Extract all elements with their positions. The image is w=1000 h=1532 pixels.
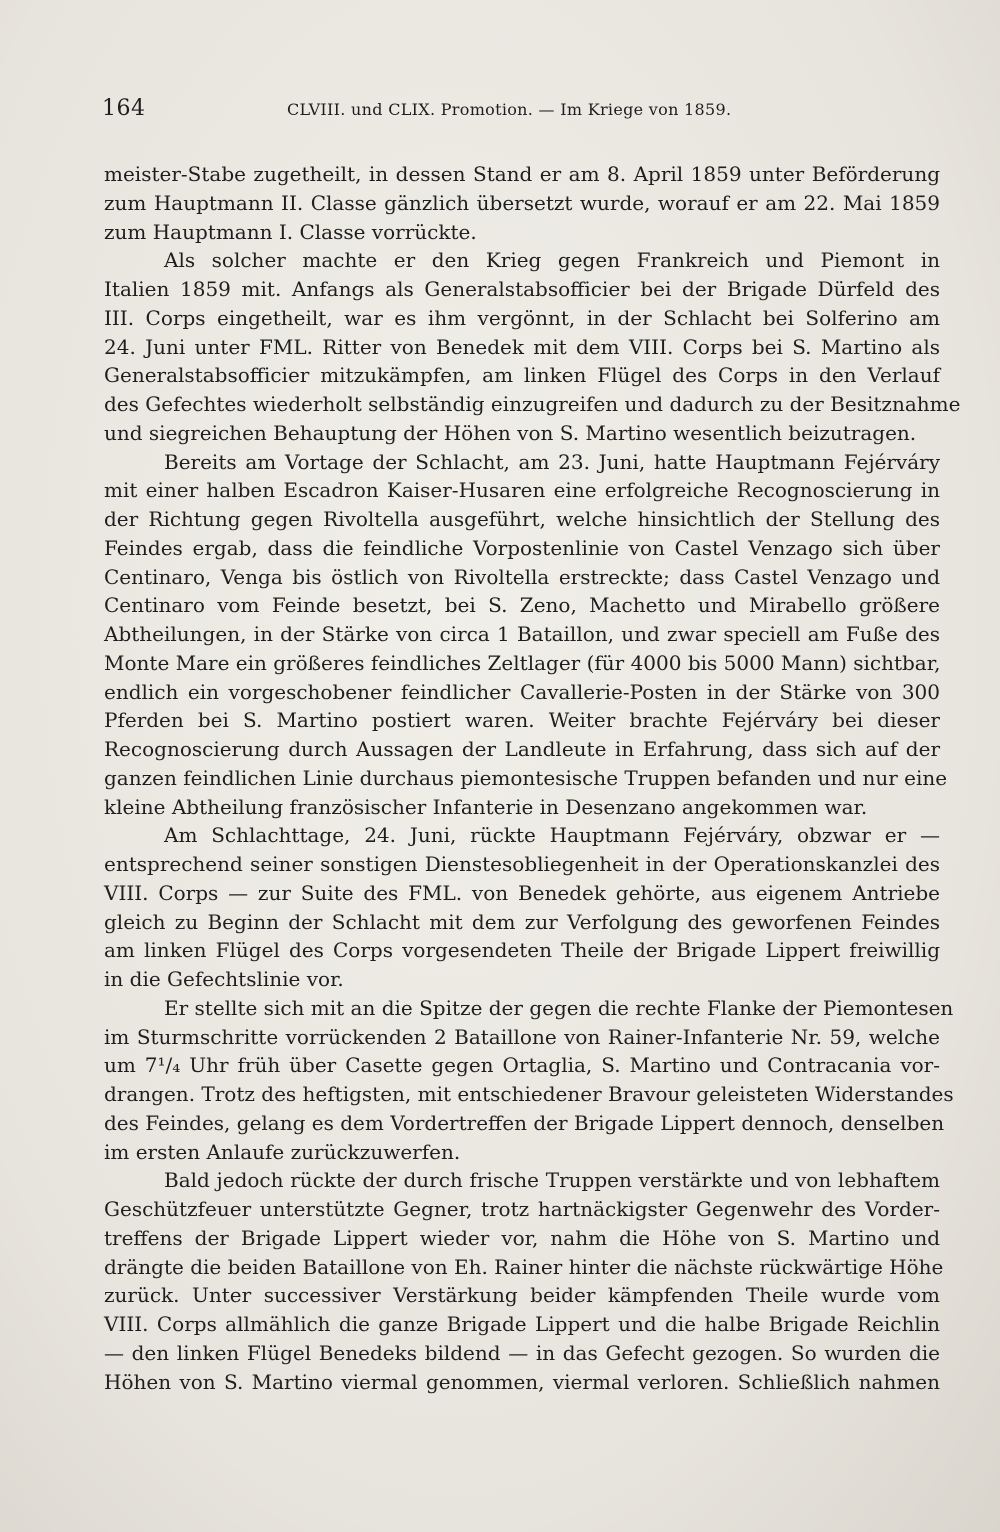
paragraph (104, 448, 948, 822)
text-line: Bereits am Vortage der Schlacht, am 23. Juni, hatte Hauptmann Fejérváry (164, 449, 940, 474)
paragraph (104, 160, 940, 246)
text-line: zurück. Unter successiver Verstärkung beider kämpfenden Theile wurde vom (104, 1283, 940, 1308)
text-line: zum Hauptmann II. Classe gänzlich übersetzt wurde, worauf er am 22. Mai 1859 (104, 190, 940, 215)
text-line: Am Schlachttage, 24. Juni, rückte Hauptmann Fejérváry, obzwar er — (164, 823, 940, 848)
text-line: ganzen feindlichen Linie durchaus piemontesische Truppen befanden und nur eine (104, 765, 948, 790)
text-line: III. Corps eingetheilt, war es ihm vergönnt, in der Schlacht bei Solferino am (104, 305, 940, 330)
paragraph (104, 821, 940, 994)
paragraph (104, 1166, 944, 1396)
text-line: in die Gefechtslinie vor. (104, 967, 344, 991)
text-line: Monte Mare ein größeres feindliches Zeltlager (für 4000 bis 5000 Mann) sichtbar, (104, 650, 941, 675)
text-line: VIII. Corps — zur Suite des FML. von Benedek gehörte, aus eigenem Antriebe (104, 880, 940, 905)
text-line: im Sturmschritte vorrückenden 2 Bataillone von Rainer-Infanterie Nr. 59, welche (104, 1024, 940, 1049)
text-line: meister-Stabe zugetheilt, in dessen Stand er am 8. April 1859 unter Beförderung (104, 162, 940, 186)
text-line: im ersten Anlaufe zurückzuwerfen. (104, 1139, 461, 1164)
text-line: drängte die beiden Bataillone von Eh. Rainer hinter die nächste rückwärtige Höhe (104, 1254, 944, 1279)
text-line: zum Hauptmann I. Classe vorrückte. (104, 219, 477, 244)
text-line: — den linken Flügel Benedeks bildend — in das Gefecht gezogen. So wurden die (104, 1340, 940, 1365)
text-line: Italien 1859 mit. Anfangs als Generalstabsofficier bei der Brigade Dürfeld des (104, 277, 940, 301)
text-line: Bald jedoch rückte der durch frische Truppen verstärkte und von lebhaftem (164, 1168, 940, 1193)
text-line: kleine Abtheilung französischer Infanterie in Desenzano angekommen war. (104, 794, 868, 819)
text-line: am linken Flügel des Corps vorgesendeten Theile der Brigade Lippert freiwillig (104, 938, 940, 963)
text-line: mit einer halben Escadron Kaiser-Husaren eine erfolgreiche Recognoscierung in (104, 478, 940, 503)
paragraph (104, 246, 961, 447)
running-head: CLVIII. und CLIX. Promotion. — Im Kriege von 1859. (287, 100, 732, 119)
text-line: Er stellte sich mit an die Spitze der gegen die rechte Flanke der Piemontesen (164, 995, 954, 1020)
text-line: Feindes ergab, dass die feindliche Vorpostenlinie von Castel Venzago sich über (104, 535, 940, 560)
text-line: des Feindes, gelang es dem Vordertreffen der Brigade Lippert dennoch, denselben (104, 1110, 945, 1135)
text-line: der Richtung gegen Rivoltella ausgeführt, welche hinsichtlich der Stellung des (104, 507, 940, 531)
text-line: des Gefechtes wiederholt selbständig einzugreifen und dadurch zu der Besitznahme (104, 392, 961, 416)
text-line: um 7¹/₄ Uhr früh über Casette gegen Ortaglia, S. Martino und Contracania vor- (104, 1053, 940, 1078)
paragraph (104, 994, 954, 1167)
text-line: endlich ein vorgeschobener feindlicher Cavallerie-Posten in der Stärke von 300 (104, 679, 940, 704)
text-line: Recognoscierung durch Aussagen der Landleute in Erfahrung, dass sich auf der (104, 737, 940, 761)
text-line: und siegreichen Behauptung der Höhen von S. Martino wesentlich beizutragen. (104, 420, 917, 445)
page-header (102, 96, 942, 128)
body-text (104, 160, 961, 1396)
text-line: Centinaro, Venga bis östlich von Rivoltella erstreckte; dass Castel Venzago und (104, 564, 940, 589)
text-line: VIII. Corps allmählich die ganze Brigade Lippert und die halbe Brigade Reichlin (104, 1312, 940, 1336)
text-line: Abtheilungen, in der Stärke von circa 1 Bataillon, und zwar speciell am Fuße des (104, 622, 940, 646)
text-line: 24. Juni unter FML. Ritter von Benedek mit dem VIII. Corps bei S. Martino als (104, 334, 940, 359)
text-line: Geschützfeuer unterstützte Gegner, trotz hartnäckigster Gegenwehr des Vorder- (104, 1197, 940, 1221)
text-line: drangen. Trotz des heftigsten, mit entschiedener Bravour geleisteten Widerstandes (104, 1082, 954, 1106)
text-line: Pferden bei S. Martino postiert waren. Weiter brachte Fejérváry bei dieser (104, 708, 940, 733)
text-line: Als solcher machte er den Krieg gegen Frankreich und Piemont in (164, 248, 940, 273)
page-number: 164 (102, 96, 146, 121)
text-line: gleich zu Beginn der Schlacht mit dem zur Verfolgung des geworfenen Feindes (104, 909, 940, 934)
text-line: Höhen von S. Martino viermal genommen, viermal verloren. Schließlich nahmen (104, 1369, 940, 1394)
text-line: Centinaro vom Feinde besetzt, bei S. Zeno, Machetto und Mirabello größere (104, 593, 940, 618)
text-line: entsprechend seiner sonstigen Dienstesobliegenheit in der Operationskanzlei des (104, 852, 940, 876)
text-line: Generalstabsofficier mitzukämpfen, am linken Flügel des Corps in den Verlauf (104, 363, 940, 388)
text-line: treffens der Brigade Lippert wieder vor, nahm die Höhe von S. Martino und (104, 1225, 940, 1250)
